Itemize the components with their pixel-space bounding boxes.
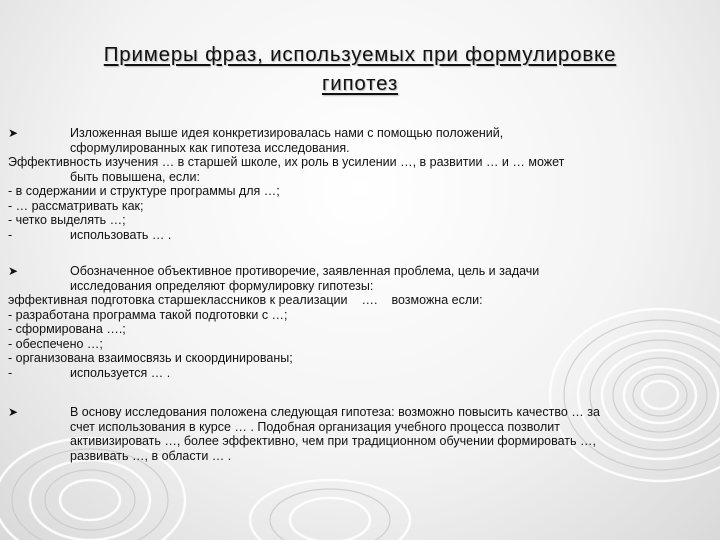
list-item: - разработана программа такой подготовки с …; (8, 307, 288, 322)
title-line-1: Примеры фраз, используемых при формулировке (103, 43, 617, 66)
dash-marker: - (8, 227, 13, 242)
list-item: - … рассматривать как; (8, 198, 144, 213)
block3-line-4: развивать …, в области … . (70, 448, 232, 463)
block1-bullet-line: ➤ Изложенная выше идея конкретизировалась нами с помощью положений, (8, 126, 504, 140)
block3-line-3: активизировать …, более эффективно, чем при традиционном обучении формировать …, (70, 434, 596, 448)
list-item: - использовать … . (8, 227, 172, 242)
content-body (0, 126, 705, 463)
list-item: - четко выделять …; (8, 213, 126, 227)
arrow-bullet-icon: ➤ (8, 264, 19, 278)
block1-bullet-line-2: сформулированных как гипотеза исследования. (70, 140, 350, 155)
block2-bullet-line-2: исследования определяют формулировку гипотезы: (70, 278, 374, 293)
arrow-bullet-icon: ➤ (8, 126, 19, 140)
block1-main-line-1: Эффективность изучения … в старшей школе, их роль в усилении …, в развитии … и … может (8, 155, 565, 169)
list-item: - сформирована ….; (8, 322, 126, 336)
list-item: - организована взаимосвязь и скоординированы; (8, 351, 293, 365)
page-title (40, 40, 680, 98)
block3-bullet-line: ➤ В основу исследования положена следующая гипотеза: возможно повысить качество … за (8, 405, 600, 419)
block2-bullet-line: ➤ Обозначенное объективное противоречие, заявленная проблема, цель и задачи (8, 264, 540, 278)
arrow-bullet-icon: ➤ (8, 405, 19, 419)
dash-marker: - (8, 365, 13, 380)
title-line-2: гипотез (321, 72, 399, 95)
block2-main-line: эффективная подготовка старшеклассников к реализации …. возможна если: (8, 293, 483, 307)
list-item: - обеспечено …; (8, 336, 103, 351)
list-item: - используется … . (8, 365, 171, 380)
block3-line-2: счет использования в курсе … . Подобная организация учебного процесса позволит (70, 419, 560, 434)
block1-main-line-2: быть повышена, если: (70, 169, 200, 184)
list-item: - в содержании и структуре программы для …; (8, 184, 280, 198)
